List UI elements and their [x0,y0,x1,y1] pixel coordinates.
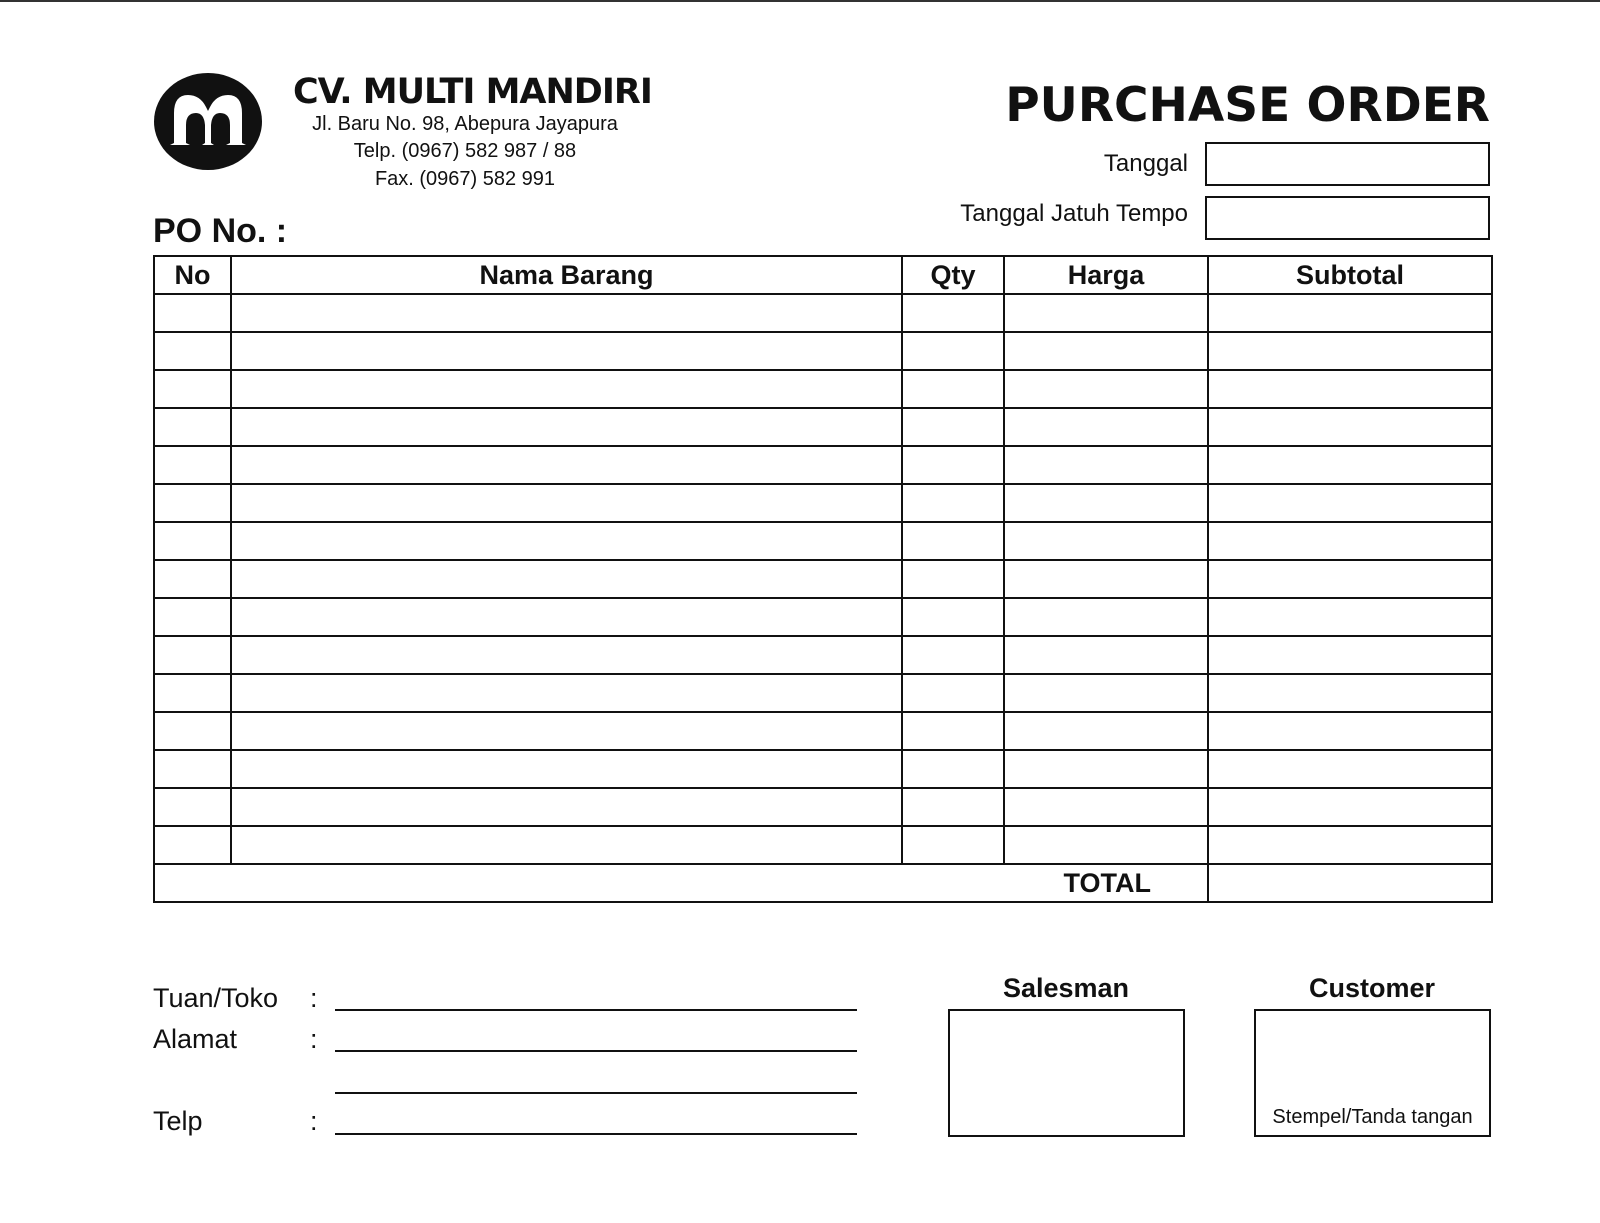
cell-qty[interactable] [902,636,1004,674]
cell-harga[interactable] [1004,750,1208,788]
salesman-label: Salesman [1002,973,1130,1003]
cell-subtotal[interactable] [1208,636,1492,674]
cell-no[interactable] [154,750,231,788]
cell-nama-barang[interactable] [231,370,902,408]
table-row [154,560,1492,598]
table-row [154,674,1492,712]
telp-label: Telp [153,1106,203,1136]
cell-qty[interactable] [902,332,1004,370]
cell-no[interactable] [154,332,231,370]
table-row [154,408,1492,446]
cell-harga[interactable] [1004,560,1208,598]
cell-qty[interactable] [902,826,1004,864]
company-phone: Telp. (0967) 582 987 / 88 [353,140,577,162]
table-row [154,484,1492,522]
header-no: No [154,256,231,294]
table-row [154,598,1492,636]
cell-harga[interactable] [1004,484,1208,522]
cell-no[interactable] [154,674,231,712]
customer-label: Customer [1308,973,1436,1003]
m-monogram-logo-icon [154,73,262,170]
cell-no[interactable] [154,484,231,522]
cell-subtotal[interactable] [1208,294,1492,332]
cell-no[interactable] [154,636,231,674]
table-header-row [154,256,1492,294]
cell-subtotal[interactable] [1208,598,1492,636]
tuan-toko-label: Tuan/Toko [153,983,279,1013]
cell-harga[interactable] [1004,370,1208,408]
items-table [153,255,1493,903]
colon: : [310,1024,318,1054]
table-row [154,370,1492,408]
table-row [154,332,1492,370]
cell-subtotal[interactable] [1208,484,1492,522]
cell-subtotal[interactable] [1208,370,1492,408]
total-row [154,864,1492,902]
cell-no[interactable] [154,370,231,408]
table-row [154,446,1492,484]
table-row [154,636,1492,674]
cell-harga[interactable] [1004,408,1208,446]
table-row [154,712,1492,750]
cell-no[interactable] [154,788,231,826]
cell-qty[interactable] [902,750,1004,788]
cell-nama-barang[interactable] [231,560,902,598]
total-label: TOTAL [154,864,1208,902]
cell-no[interactable] [154,522,231,560]
cell-nama-barang[interactable] [231,826,902,864]
cell-qty[interactable] [902,294,1004,332]
cell-subtotal[interactable] [1208,446,1492,484]
company-address: Jl. Baru No. 98, Abepura Jayapura [312,113,618,135]
top-border [0,0,1600,2]
header-harga: Harga [1004,256,1208,294]
table-row [154,750,1492,788]
cell-qty[interactable] [902,522,1004,560]
colon: : [310,983,318,1013]
cell-harga[interactable] [1004,446,1208,484]
cell-subtotal[interactable] [1208,788,1492,826]
due-date-field[interactable] [1205,196,1490,240]
cell-nama-barang[interactable] [231,750,902,788]
alamat-label: Alamat [153,1024,238,1054]
cell-harga[interactable] [1004,522,1208,560]
cell-subtotal[interactable] [1208,712,1492,750]
cell-no[interactable] [154,598,231,636]
date-label: Tanggal [1103,150,1188,177]
cell-qty[interactable] [902,408,1004,446]
cell-nama-barang[interactable] [231,788,902,826]
alamat-input-line[interactable] [335,1050,857,1052]
telp-input-line[interactable] [335,1133,857,1135]
cell-harga[interactable] [1004,788,1208,826]
cell-subtotal[interactable] [1208,408,1492,446]
cell-qty[interactable] [902,674,1004,712]
table-row [154,788,1492,826]
document-title: PURCHASE ORDER [1005,78,1490,133]
cell-harga[interactable] [1004,826,1208,864]
cell-harga[interactable] [1004,332,1208,370]
cell-harga[interactable] [1004,598,1208,636]
cell-no[interactable] [154,826,231,864]
cell-subtotal[interactable] [1208,522,1492,560]
customer-signature-box[interactable] [1254,1009,1491,1137]
cell-no[interactable] [154,712,231,750]
cell-qty[interactable] [902,484,1004,522]
tuan-toko-input-line[interactable] [335,1009,857,1011]
total-value-cell[interactable] [1208,864,1492,902]
company-name: CV. MULTI MANDIRI [293,72,652,112]
customer-stamp-note: Stempel/Tanda tangan [1272,1106,1473,1128]
date-field[interactable] [1205,142,1490,186]
cell-qty[interactable] [902,370,1004,408]
cell-nama-barang[interactable] [231,598,902,636]
header-subtotal: Subtotal [1208,256,1492,294]
cell-no[interactable] [154,408,231,446]
cell-subtotal[interactable] [1208,332,1492,370]
cell-nama-barang[interactable] [231,484,902,522]
cell-nama-barang[interactable] [231,636,902,674]
cell-subtotal[interactable] [1208,560,1492,598]
cell-qty[interactable] [902,788,1004,826]
cell-qty[interactable] [902,712,1004,750]
cell-nama-barang[interactable] [231,446,902,484]
header-qty: Qty [902,256,1004,294]
due-date-label: Tanggal Jatuh Tempo [960,200,1188,227]
alamat-input-line-2[interactable] [335,1092,857,1094]
cell-nama-barang[interactable] [231,294,902,332]
cell-qty[interactable] [902,446,1004,484]
cell-no[interactable] [154,560,231,598]
company-fax: Fax. (0967) 582 991 [374,168,556,190]
salesman-signature-box[interactable] [948,1009,1185,1137]
cell-no[interactable] [154,294,231,332]
cell-nama-barang[interactable] [231,408,902,446]
cell-subtotal[interactable] [1208,826,1492,864]
po-number-label: PO No. : [153,212,288,250]
header-nama-barang: Nama Barang [231,256,902,294]
cell-harga[interactable] [1004,636,1208,674]
table-row [154,826,1492,864]
cell-harga[interactable] [1004,294,1208,332]
table-row [154,522,1492,560]
cell-nama-barang[interactable] [231,522,902,560]
cell-qty[interactable] [902,560,1004,598]
cell-nama-barang[interactable] [231,712,902,750]
cell-nama-barang[interactable] [231,332,902,370]
cell-subtotal[interactable] [1208,674,1492,712]
cell-subtotal[interactable] [1208,750,1492,788]
cell-no[interactable] [154,446,231,484]
colon: : [310,1106,318,1136]
table-row [154,294,1492,332]
cell-harga[interactable] [1004,712,1208,750]
cell-harga[interactable] [1004,674,1208,712]
cell-nama-barang[interactable] [231,674,902,712]
cell-qty[interactable] [902,598,1004,636]
